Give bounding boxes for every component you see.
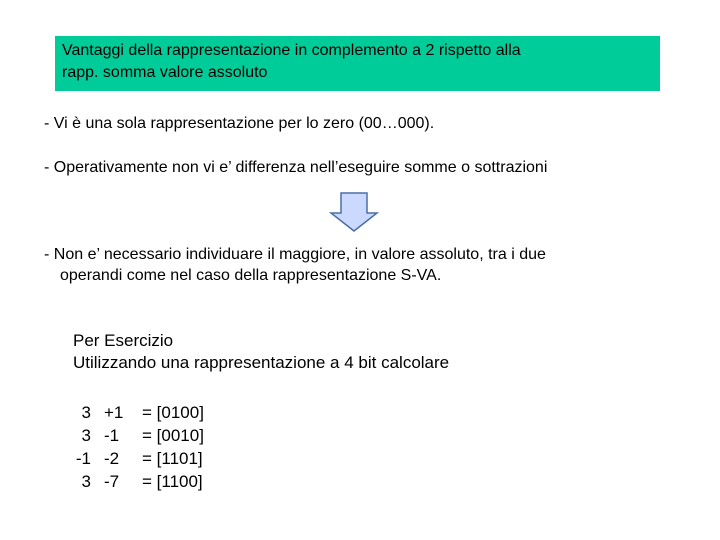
title-line-2: rapp. somma valore assoluto — [62, 64, 268, 81]
exercise-instruction: Utilizzando una rappresentazione a 4 bit calcolare — [73, 353, 450, 372]
title-box — [55, 36, 660, 91]
exercise-heading: Per Esercizio — [73, 331, 174, 350]
operand-b: -2 — [104, 449, 120, 468]
operand-a: -1 — [75, 449, 91, 468]
operation-result: = [0100] — [142, 403, 204, 422]
operand-b: -7 — [104, 472, 120, 491]
bullet-third-line-1: - Non e’ necessario individuare il maggiore, in valore assoluto, tra i due — [44, 246, 546, 263]
operation-row — [66, 447, 266, 470]
operation-result: = [0010] — [142, 426, 204, 445]
operand-a: 3 — [81, 472, 91, 491]
operations-list — [66, 401, 266, 493]
bullet-single-zero: - Vi è una sola rappresentazione per lo zero (00…000). — [44, 115, 435, 132]
operation-result: = [1100] — [142, 472, 203, 491]
operation-result: = [1101] — [142, 449, 203, 468]
title-line-1: Vantaggi della rappresentazione in complemento a 2 rispetto alla — [62, 42, 521, 59]
bullet-no-magnitude-compare — [44, 244, 546, 286]
exercise-block — [73, 330, 449, 374]
operand-a: 3 — [81, 426, 91, 445]
down-arrow-icon — [329, 192, 379, 232]
operand-b: -1 — [104, 426, 120, 445]
bullet-no-difference: - Operativamente non vi e’ differenza nell’eseguire somme o sottrazioni — [44, 159, 548, 176]
operand-b: +1 — [104, 403, 124, 422]
operation-row — [66, 424, 266, 447]
operand-a: 3 — [81, 403, 91, 422]
operation-row — [66, 401, 266, 424]
bullet-third-line-2: operandi come nel caso della rappresentazione S-VA. — [60, 267, 442, 284]
operation-row — [66, 470, 266, 493]
